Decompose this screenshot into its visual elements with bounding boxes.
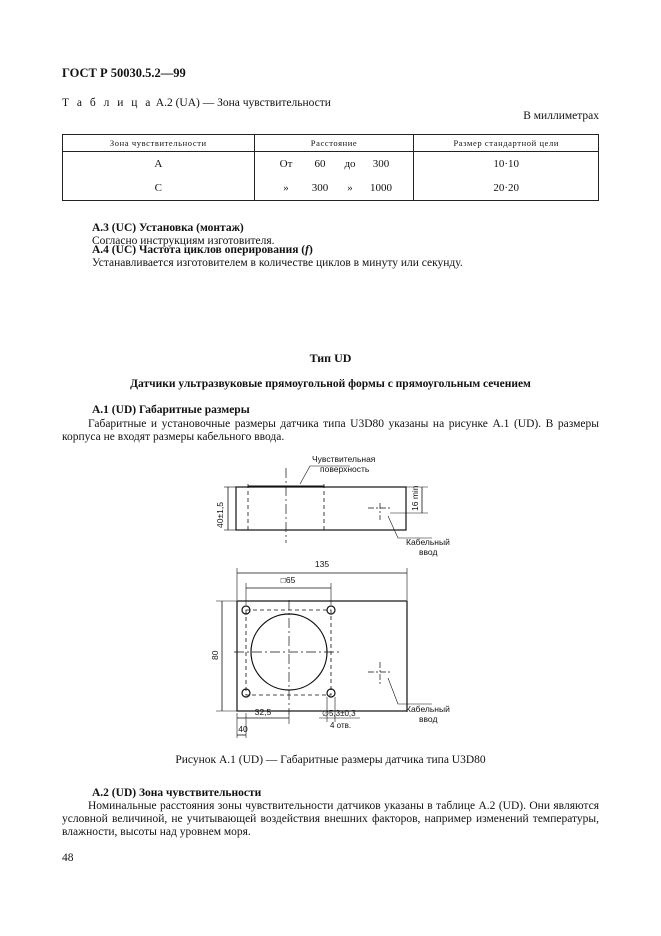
section-a2-text: Номинальные расстояния зоны чувствительности датчиков указаны в таблице А.2 (UD). Они являются условной величиной, не учитывающей воздействия внешних факторов, например изменений температуры, влажности, высоты над уровнем моря. bbox=[62, 800, 599, 838]
cell-target: 20·20 bbox=[414, 176, 599, 201]
section-a3-heading: А.3 (UC) Установка (монтаж) bbox=[92, 222, 244, 234]
dim-height: 40±1,5 bbox=[215, 502, 225, 528]
label-surface-2: поверхность bbox=[320, 464, 370, 474]
side-view-body bbox=[236, 487, 406, 530]
label-cable-plan-2: ввод bbox=[419, 714, 438, 724]
figure-caption: Рисунок А.1 (UD) — Габаритные размеры датчика типа U3D80 bbox=[175, 754, 486, 766]
side-view bbox=[224, 466, 432, 543]
table-row bbox=[63, 152, 599, 177]
table-caption bbox=[62, 97, 331, 109]
column-header-target: Размер стандартной цели bbox=[414, 135, 599, 152]
dim-square: □65 bbox=[280, 575, 296, 585]
label-cable-top-2: ввод bbox=[419, 547, 438, 557]
table-units: В миллиметрах bbox=[523, 110, 599, 122]
label-surface-1: Чувствительная bbox=[312, 454, 376, 464]
section-a4-text: Устанавливается изготовителем в количестве циклов в минуту или секунду. bbox=[92, 257, 463, 269]
plan-view-body bbox=[237, 601, 407, 711]
sensing-square bbox=[246, 610, 331, 695]
distance-word-from: » bbox=[283, 182, 289, 194]
section-a3-text: Согласно инструкциям изготовителя. bbox=[92, 235, 275, 247]
dim-min: 16 min bbox=[410, 485, 420, 511]
cell-zone: A bbox=[63, 152, 255, 177]
section-a1-text: Габаритные и установочные размеры датчика типа U3D80 указаны на рисунке А.1 (UD). В размеры корпуса не входят размеры кабельного ввода. bbox=[62, 418, 599, 443]
table-row bbox=[63, 176, 599, 201]
cable-leader-top bbox=[388, 516, 432, 538]
column-header-zone: Зона чувствительности bbox=[63, 135, 255, 152]
table-caption-title: А.2 (UA) — Зона чувствительности bbox=[155, 97, 331, 109]
cable-leader-plan bbox=[388, 678, 432, 704]
cell-target: 10·10 bbox=[414, 152, 599, 177]
page-number: 48 bbox=[62, 852, 74, 864]
cell-distance bbox=[254, 152, 414, 177]
dim-holes-count: 4 отв. bbox=[330, 721, 352, 730]
cell-zone: C bbox=[63, 176, 255, 201]
distance-value-from: 300 bbox=[311, 182, 329, 194]
distance-value-from: 60 bbox=[314, 158, 326, 170]
distance-word-to: до bbox=[344, 158, 356, 170]
sensitivity-zone-table bbox=[62, 134, 599, 201]
distance-value-to: 1000 bbox=[370, 182, 393, 194]
type-title: Тип UD bbox=[309, 351, 352, 365]
dimensional-drawing bbox=[200, 448, 470, 738]
section-a4-heading: А.4 (UC) Частота циклов оперирования (f) bbox=[92, 244, 313, 256]
label-cable-top-1: Кабельный bbox=[406, 537, 450, 547]
label-cable-plan-1: Кабельный bbox=[406, 704, 450, 714]
dim-80: 80 bbox=[210, 650, 220, 660]
distance-word-to: » bbox=[347, 182, 353, 194]
column-header-distance: Расстояние bbox=[254, 135, 414, 152]
section-a1-heading: А.1 (UD) Габаритные размеры bbox=[92, 404, 250, 416]
document-header: ГОСТ Р 50030.5.2—99 bbox=[62, 66, 186, 80]
cell-distance bbox=[254, 176, 414, 201]
dim-40: 40 bbox=[238, 724, 248, 734]
type-subtitle: Датчики ультразвуковые прямоугольной формы с прямоугольным сечением bbox=[130, 378, 531, 390]
dim-325: 32,5 bbox=[254, 707, 272, 717]
section-a2-heading: А.2 (UD) Зона чувствительности bbox=[92, 787, 262, 799]
dim-hole: ∅5,3±0,3 bbox=[322, 709, 356, 718]
distance-word-from: От bbox=[279, 158, 293, 170]
table-caption-prefix: Т а б л и ц а bbox=[62, 97, 153, 109]
distance-value-to: 300 bbox=[372, 158, 390, 170]
dim-135: 135 bbox=[314, 559, 330, 569]
